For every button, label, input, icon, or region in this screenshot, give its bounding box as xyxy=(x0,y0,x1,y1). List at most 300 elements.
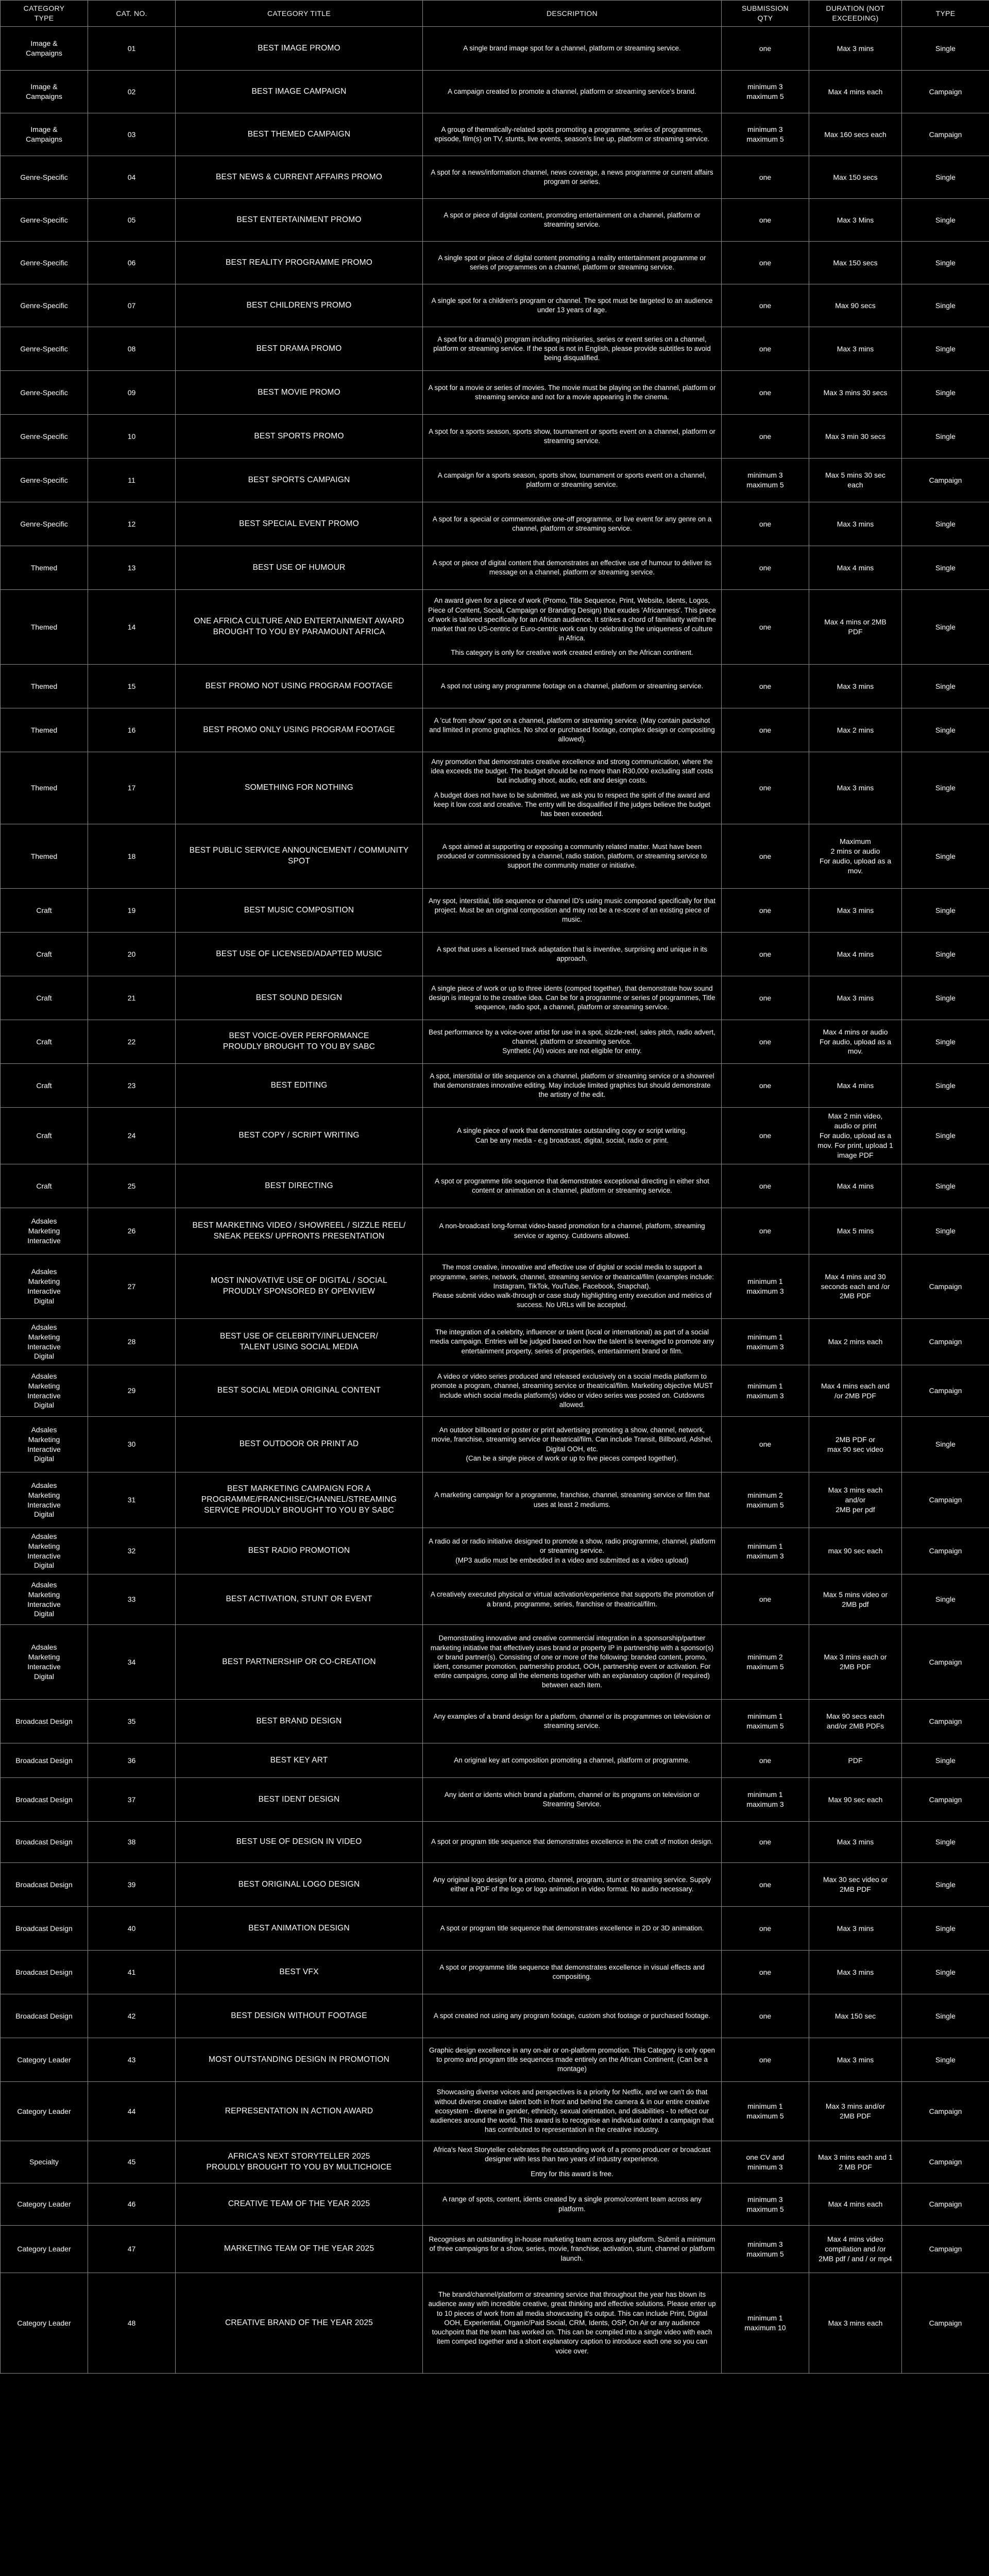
type-cell: Single xyxy=(902,242,989,284)
category-type-cell: Broadcast Design xyxy=(1,1822,88,1863)
type-cell: Campaign xyxy=(902,2082,989,2141)
submission-qty-cell: one xyxy=(722,665,809,708)
category-title-cell: BEST SPORTS PROMO xyxy=(176,415,423,459)
duration-cell: Max 3 mins xyxy=(809,752,902,824)
description-cell xyxy=(423,708,722,752)
description-cell xyxy=(423,1319,722,1365)
category-type-cell: Craft xyxy=(1,1108,88,1164)
type-cell: Single xyxy=(902,415,989,459)
description-paragraph: An original key art composition promoting a channel, platform or programme. xyxy=(454,1756,690,1764)
submission-qty-cell: minimum 3 maximum 5 xyxy=(722,459,809,502)
description-paragraph: This category is only for creative work created entirely on the African continent. xyxy=(451,649,693,657)
category-title-cell: BEST NEWS & CURRENT AFFAIRS PROMO xyxy=(176,156,423,199)
category-title-cell: BEST CHILDREN'S PROMO xyxy=(176,284,423,327)
description-paragraph: A budget does not have to be submitted, we ask you to respect the spirit of the award and keep it low cost and creative. The entry will be disqualified if the judges believe the budget has been exceeded. xyxy=(433,791,711,818)
description-paragraph: A campaign for a sports season, sports show, tournament or sports event on a channel, platform or streaming service. xyxy=(437,471,707,488)
table-row xyxy=(1,2082,989,2141)
cat-no-cell: 08 xyxy=(88,327,176,371)
description-paragraph: Any original logo design for a promo, channel, program, stunt or streaming service. Supply either a PDF of the logo or logo animation in video format. No audio necessary. xyxy=(433,1875,711,1893)
duration-cell: Max 3 mins xyxy=(809,976,902,1020)
description-paragraph: An outdoor billboard or poster or print advertising promoting a show, channel, network, movie, franchise, streaming service or theatrical/film. Can include Transit, Billboard, Adshel, Digital OOH, etc. (Can be a single piece of work or up to five pieces comped together). xyxy=(431,1426,713,1462)
cat-no-cell: 45 xyxy=(88,2141,176,2183)
cat-no-cell: 30 xyxy=(88,1417,176,1472)
cat-no-cell: 14 xyxy=(88,590,176,665)
type-cell: Single xyxy=(902,156,989,199)
type-cell: Single xyxy=(902,933,989,976)
submission-qty-cell: one xyxy=(722,708,809,752)
cat-no-cell: 34 xyxy=(88,1625,176,1700)
submission-qty-cell: one xyxy=(722,1208,809,1255)
duration-cell: Max 30 sec video or 2MB PDF xyxy=(809,1863,902,1907)
description-cell xyxy=(423,1255,722,1319)
submission-qty-cell: one xyxy=(722,1020,809,1064)
cat-no-cell: 37 xyxy=(88,1778,176,1822)
category-type-cell: Image & Campaigns xyxy=(1,71,88,113)
cat-no-cell: 18 xyxy=(88,824,176,889)
submission-qty-cell: one xyxy=(722,242,809,284)
description-cell xyxy=(423,27,722,71)
table-row xyxy=(1,242,989,284)
description-paragraph: A spot for a special or commemorative one-off programme, or live event for any genre on a channel, platform or streaming service. xyxy=(432,515,712,532)
category-type-cell: Adsales Marketing Interactive Digital xyxy=(1,1574,88,1625)
category-type-cell: Themed xyxy=(1,708,88,752)
description-cell xyxy=(423,2141,722,2183)
cat-no-cell: 41 xyxy=(88,1951,176,1994)
description-cell xyxy=(423,1574,722,1625)
description-cell xyxy=(423,1108,722,1164)
category-type-cell: Image & Campaigns xyxy=(1,27,88,71)
description-paragraph: A spot or piece of digital content, promoting entertainment on a channel, platform or streaming service. xyxy=(444,211,701,228)
category-title-cell: BEST DRAMA PROMO xyxy=(176,327,423,371)
category-type-cell: Adsales Marketing Interactive Digital xyxy=(1,1255,88,1319)
type-cell: Single xyxy=(902,502,989,546)
type-cell: Campaign xyxy=(902,71,989,113)
category-title-cell: BEST BRAND DESIGN xyxy=(176,1700,423,1743)
category-type-cell: Adsales Marketing Interactive Digital xyxy=(1,1528,88,1574)
submission-qty-cell: one xyxy=(722,327,809,371)
duration-cell: Max 3 mins xyxy=(809,1822,902,1863)
type-cell: Campaign xyxy=(902,1472,989,1528)
duration-cell: Max 2 mins xyxy=(809,708,902,752)
cat-no-cell: 15 xyxy=(88,665,176,708)
type-cell: Single xyxy=(902,1164,989,1208)
cat-no-cell: 38 xyxy=(88,1822,176,1863)
category-type-cell: Broadcast Design xyxy=(1,1951,88,1994)
category-type-cell: Genre-Specific xyxy=(1,371,88,415)
submission-qty-cell: minimum 1 maximum 5 xyxy=(722,1700,809,1743)
submission-qty-cell: minimum 2 maximum 5 xyxy=(722,1472,809,1528)
category-title-cell: BEST MUSIC COMPOSITION xyxy=(176,889,423,933)
type-cell: Campaign xyxy=(902,1700,989,1743)
submission-qty-cell: minimum 2 maximum 5 xyxy=(722,1625,809,1700)
submission-qty-cell: minimum 3 maximum 5 xyxy=(722,2226,809,2273)
description-paragraph: A 'cut from show' spot on a channel, platform or streaming service. (May contain packshot and limited in promo graphics. No shot or purchased footage, complex design or compositing allowed). xyxy=(429,716,715,743)
submission-qty-cell: one xyxy=(722,1907,809,1951)
cat-no-cell: 31 xyxy=(88,1472,176,1528)
cat-no-cell: 44 xyxy=(88,2082,176,2141)
description-paragraph: A spot for a sports season, sports show, tournament or sports event on a channel, platform or streaming service. xyxy=(429,427,715,445)
table-row xyxy=(1,2141,989,2183)
type-cell: Single xyxy=(902,1574,989,1625)
description-cell xyxy=(423,824,722,889)
category-type-cell: Themed xyxy=(1,665,88,708)
category-type-cell: Adsales Marketing Interactive Digital xyxy=(1,1365,88,1417)
submission-qty-cell: one xyxy=(722,1994,809,2038)
cat-no-cell: 12 xyxy=(88,502,176,546)
duration-cell: Max 5 mins 30 sec each xyxy=(809,459,902,502)
category-title-cell: BEST USE OF LICENSED/ADAPTED MUSIC xyxy=(176,933,423,976)
description-cell xyxy=(423,1164,722,1208)
category-title-cell: CREATIVE TEAM OF THE YEAR 2025 xyxy=(176,2183,423,2226)
category-type-cell: Category Leader xyxy=(1,2038,88,2082)
category-title-cell: BEST EDITING xyxy=(176,1064,423,1108)
type-cell: Single xyxy=(902,199,989,242)
description-paragraph: A video or video series produced and released exclusively on a social media platform to promote a program, channel, streaming service or theatrical/film. Marketing objective MUST include which social media platform(s) video or video series was posted on. Cutdowns allowed. xyxy=(431,1372,713,1409)
submission-qty-cell: one xyxy=(722,889,809,933)
type-cell: Single xyxy=(902,665,989,708)
category-type-cell: Adsales Marketing Interactive Digital xyxy=(1,1417,88,1472)
category-title-cell: BEST ENTERTAINMENT PROMO xyxy=(176,199,423,242)
duration-cell: Max 4 mins video compilation and /or 2MB pdf / and / or mp4 xyxy=(809,2226,902,2273)
category-type-cell: Specialty xyxy=(1,2141,88,2183)
duration-cell: Max 3 mins xyxy=(809,2038,902,2082)
category-title-cell: BEST USE OF CELEBRITY/INFLUENCER/ TALENT USING SOCIAL MEDIA xyxy=(176,1319,423,1365)
duration-cell: Max 3 Mins xyxy=(809,199,902,242)
description-cell xyxy=(423,156,722,199)
table-row xyxy=(1,1951,989,1994)
description-paragraph: A spot that uses a licensed track adaptation that is inventive, surprising and unique in its approach. xyxy=(436,945,708,962)
type-cell: Single xyxy=(902,824,989,889)
duration-cell: Max 5 mins xyxy=(809,1208,902,1255)
cat-no-cell: 27 xyxy=(88,1255,176,1319)
category-title-cell: BEST RADIO PROMOTION xyxy=(176,1528,423,1574)
description-paragraph: Demonstrating innovative and creative commercial integration in a sponsorship/partner marketing initiative that effectively uses brand or property IP in partnership with a sponsor(s) or brand partner(s). Consisting of one or more of the following: branded content, promo, ident, consumer promotion, partnership product, OOH, partnership event or activation. For entire campaigns, comp all the elements together with an explanatory caption (if required) between each item. xyxy=(430,1634,714,1689)
duration-cell: Max 3 mins each xyxy=(809,2273,902,2374)
table-row xyxy=(1,752,989,824)
duration-cell: Max 3 mins xyxy=(809,1951,902,1994)
table-row xyxy=(1,1528,989,1574)
description-cell xyxy=(423,1743,722,1778)
cat-no-cell: 01 xyxy=(88,27,176,71)
table-row xyxy=(1,708,989,752)
header-description: DESCRIPTION xyxy=(423,1,722,27)
category-type-cell: Broadcast Design xyxy=(1,1743,88,1778)
description-cell xyxy=(423,1417,722,1472)
description-cell xyxy=(423,415,722,459)
category-title-cell: MOST INNOVATIVE USE OF DIGITAL / SOCIAL PROUDLY SPONSORED BY OPENVIEW xyxy=(176,1255,423,1319)
table-row xyxy=(1,2038,989,2082)
submission-qty-cell: one xyxy=(722,1108,809,1164)
cat-no-cell: 29 xyxy=(88,1365,176,1417)
description-cell xyxy=(423,1863,722,1907)
description-cell xyxy=(423,2082,722,2141)
submission-qty-cell: one xyxy=(722,1574,809,1625)
description-paragraph: A spot not using any programme footage on a channel, platform or streaming service. xyxy=(440,682,704,690)
table-row xyxy=(1,889,989,933)
table-row xyxy=(1,371,989,415)
category-type-cell: Genre-Specific xyxy=(1,502,88,546)
submission-qty-cell: one xyxy=(722,371,809,415)
description-paragraph: Any examples of a brand design for a platform, channel or its programmes on television or streaming service. xyxy=(433,1712,711,1730)
category-title-cell: AFRICA'S NEXT STORYTELLER 2025 PROUDLY BROUGHT TO YOU BY MULTICHOICE xyxy=(176,2141,423,2183)
duration-cell: Max 3 mins xyxy=(809,665,902,708)
type-cell: Single xyxy=(902,590,989,665)
submission-qty-cell: one xyxy=(722,824,809,889)
type-cell: Campaign xyxy=(902,1319,989,1365)
description-cell xyxy=(423,1778,722,1822)
table-row xyxy=(1,113,989,156)
cat-no-cell: 10 xyxy=(88,415,176,459)
cat-no-cell: 42 xyxy=(88,1994,176,2038)
category-title-cell: BEST SPORTS CAMPAIGN xyxy=(176,459,423,502)
duration-cell: Max 4 mins xyxy=(809,1164,902,1208)
table-row xyxy=(1,156,989,199)
duration-cell: Max 4 mins xyxy=(809,933,902,976)
category-title-cell: BEST PARTNERSHIP OR CO-CREATION xyxy=(176,1625,423,1700)
duration-cell: Max 160 secs each xyxy=(809,113,902,156)
description-cell xyxy=(423,284,722,327)
duration-cell: Max 3 mins xyxy=(809,502,902,546)
category-type-cell: Adsales Marketing Interactive Digital xyxy=(1,1625,88,1700)
category-title-cell: BEST USE OF HUMOUR xyxy=(176,546,423,590)
category-title-cell: SOMETHING FOR NOTHING xyxy=(176,752,423,824)
header-cat-no: CAT. NO. xyxy=(88,1,176,27)
description-paragraph: The integration of a celebrity, influencer or talent (local or international) as part of a social media campaign. Entries will be judged based on how the talent is leveraged to promote any entertainment property, series of properties, entertainment brand or film. xyxy=(430,1328,714,1355)
category-title-cell: MARKETING TEAM OF THE YEAR 2025 xyxy=(176,2226,423,2273)
category-title-cell: ONE AFRICA CULTURE AND ENTERTAINMENT AWARD BROUGHT TO YOU BY PARAMOUNT AFRICA xyxy=(176,590,423,665)
table-row xyxy=(1,1822,989,1863)
table-row xyxy=(1,665,989,708)
category-type-cell: Craft xyxy=(1,1020,88,1064)
cat-no-cell: 17 xyxy=(88,752,176,824)
description-paragraph: A single piece of work or up to three idents (comped together), that demonstrate how sound design is integral to the creative idea. Can be for a programme or series of programmes, Title sequence, radio spot, a channel, platform or streaming service. xyxy=(429,984,715,1011)
description-cell xyxy=(423,1625,722,1700)
category-type-cell: Adsales Marketing Interactive xyxy=(1,1208,88,1255)
category-type-cell: Craft xyxy=(1,933,88,976)
table-row xyxy=(1,590,989,665)
type-cell: Single xyxy=(902,327,989,371)
type-cell: Single xyxy=(902,1108,989,1164)
description-paragraph: Africa's Next Storyteller celebrates the outstanding work of a promo producer or broadcast designer with less than two years of industry experience. xyxy=(433,2146,711,2163)
category-type-cell: Genre-Specific xyxy=(1,459,88,502)
description-cell xyxy=(423,752,722,824)
table-row xyxy=(1,824,989,889)
table-row xyxy=(1,2273,989,2374)
description-cell xyxy=(423,1208,722,1255)
type-cell: Single xyxy=(902,1743,989,1778)
type-cell: Single xyxy=(902,27,989,71)
category-type-cell: Broadcast Design xyxy=(1,1863,88,1907)
duration-cell: Max 3 mins each and 1 2 MB PDF xyxy=(809,2141,902,2183)
description-paragraph: A spot or programme title sequence that demonstrates exceptional directing in either shot content or animation on a channel, platform or streaming service. xyxy=(435,1177,709,1194)
category-title-cell: BEST SOCIAL MEDIA ORIGINAL CONTENT xyxy=(176,1365,423,1417)
type-cell: Campaign xyxy=(902,2183,989,2226)
type-cell: Single xyxy=(902,1907,989,1951)
category-title-cell: BEST ACTIVATION, STUNT OR EVENT xyxy=(176,1574,423,1625)
description-cell xyxy=(423,113,722,156)
cat-no-cell: 04 xyxy=(88,156,176,199)
duration-cell: Max 4 mins or 2MB PDF xyxy=(809,590,902,665)
type-cell: Campaign xyxy=(902,2226,989,2273)
cat-no-cell: 16 xyxy=(88,708,176,752)
category-type-cell: Genre-Specific xyxy=(1,284,88,327)
description-paragraph: A spot for a drama(s) program including miniseries, series or event series on a channel, platform or streaming service. If the spot is not in English, please provide subtitles to avoid being disqualified. xyxy=(433,335,711,362)
cat-no-cell: 06 xyxy=(88,242,176,284)
table-row xyxy=(1,1365,989,1417)
description-paragraph: A creatively executed physical or virtual activation/experience that supports the promotion of a brand, programme, series, franchise or theatrical/film. xyxy=(430,1590,714,1608)
duration-cell: Max 4 mins each and /or 2MB PDF xyxy=(809,1365,902,1417)
duration-cell: Max 150 secs xyxy=(809,242,902,284)
description-paragraph: Any ident or idents which brand a platform, channel or its programs on television or Streaming Service. xyxy=(444,1790,700,1808)
submission-qty-cell: one xyxy=(722,1743,809,1778)
description-paragraph: Best performance by a voice-over artist for use in a spot, sizzle-reel, sales pitch, radio advert, channel, platform or streaming service. Synthetic (AI) voices are not eligible for entry. xyxy=(429,1028,715,1055)
category-title-cell: CREATIVE BRAND OF THE YEAR 2025 xyxy=(176,2273,423,2374)
duration-cell: Max 3 mins each or 2MB PDF xyxy=(809,1625,902,1700)
duration-cell: Maximum 2 mins or audio For audio, upload as a mov. xyxy=(809,824,902,889)
category-type-cell: Genre-Specific xyxy=(1,199,88,242)
header-category-title: CATEGORY TITLE xyxy=(176,1,423,27)
category-title-cell: BEST MARKETING VIDEO / SHOWREEL / SIZZLE REEL/ SNEAK PEEKS/ UPFRONTS PRESENTATION xyxy=(176,1208,423,1255)
duration-cell: Max 3 mins 30 secs xyxy=(809,371,902,415)
cat-no-cell: 03 xyxy=(88,113,176,156)
cat-no-cell: 02 xyxy=(88,71,176,113)
table-row xyxy=(1,2226,989,2273)
table-row xyxy=(1,1255,989,1319)
type-cell: Single xyxy=(902,2038,989,2082)
table-row xyxy=(1,27,989,71)
category-title-cell: BEST MOVIE PROMO xyxy=(176,371,423,415)
duration-cell: Max 3 mins and/or 2MB PDF xyxy=(809,2082,902,2141)
description-cell xyxy=(423,2183,722,2226)
submission-qty-cell: one xyxy=(722,1417,809,1472)
duration-cell: Max 4 mins xyxy=(809,546,902,590)
type-cell: Campaign xyxy=(902,1255,989,1319)
submission-qty-cell: one xyxy=(722,27,809,71)
cat-no-cell: 05 xyxy=(88,199,176,242)
duration-cell: PDF xyxy=(809,1743,902,1778)
description-cell xyxy=(423,2038,722,2082)
category-type-cell: Themed xyxy=(1,546,88,590)
submission-qty-cell: one xyxy=(722,415,809,459)
duration-cell: max 90 sec each xyxy=(809,1528,902,1574)
description-cell xyxy=(423,1907,722,1951)
cat-no-cell: 09 xyxy=(88,371,176,415)
submission-qty-cell: one xyxy=(722,1064,809,1108)
submission-qty-cell: one xyxy=(722,284,809,327)
cat-no-cell: 46 xyxy=(88,2183,176,2226)
category-type-cell: Category Leader xyxy=(1,2273,88,2374)
duration-cell: Max 3 mins xyxy=(809,889,902,933)
type-cell: Single xyxy=(902,1064,989,1108)
description-paragraph: Graphic design excellence in any on-air or on-platform promotion. This Category is only open to promo and program title sequences made entirely on the African Continent. (Can be a montage) xyxy=(429,2046,715,2073)
description-paragraph: Entry for this award is free. xyxy=(531,2170,613,2178)
duration-cell: Max 4 mins each xyxy=(809,2183,902,2226)
description-paragraph: The brand/channel/platform or streaming service that throughout the year has blown its audience away with incredible creative, great thinking and effective solutions. Please enter up to 10 pieces of work from all media showcasing it's output. This can include Print, Digital OOH, Experiential, Organic/Paid Social, CRM, Idents, OSP, On Air or any audience touchpoint that the team has worked on. This can be compiled into a single video with each item comped together and a short explanatory caption to introduce each one so you can voice over. xyxy=(428,2291,716,2355)
category-title-cell: BEST USE OF DESIGN IN VIDEO xyxy=(176,1822,423,1863)
category-type-cell: Broadcast Design xyxy=(1,1700,88,1743)
description-cell xyxy=(423,327,722,371)
table-row xyxy=(1,1700,989,1743)
category-title-cell: MOST OUTSTANDING DESIGN IN PROMOTION xyxy=(176,2038,423,2082)
description-paragraph: A group of thematically-related spots promoting a programme, series of programmes, episode, film(s) on TV, stunts, live events, season's line up, platform or streaming service. xyxy=(434,125,710,143)
cat-no-cell: 25 xyxy=(88,1164,176,1208)
category-title-cell: BEST MARKETING CAMPAIGN FOR A PROGRAMME/FRANCHISE/CHANNEL/STREAMING SERVICE PROUDLY BROUGHT TO YOU BY SABC xyxy=(176,1472,423,1528)
type-cell: Single xyxy=(902,284,989,327)
category-type-cell: Genre-Specific xyxy=(1,415,88,459)
table-row xyxy=(1,1472,989,1528)
submission-qty-cell: one xyxy=(722,502,809,546)
description-paragraph: A single brand image spot for a channel, platform or streaming service. xyxy=(463,44,681,52)
type-cell: Single xyxy=(902,1951,989,1994)
cat-no-cell: 22 xyxy=(88,1020,176,1064)
cat-no-cell: 28 xyxy=(88,1319,176,1365)
submission-qty-cell: minimum 1 maximum 10 xyxy=(722,2273,809,2374)
table-row xyxy=(1,1907,989,1951)
header-category-type: CATEGORY TYPE xyxy=(1,1,88,27)
type-cell: Campaign xyxy=(902,2141,989,2183)
category-title-cell: BEST OUTDOOR OR PRINT AD xyxy=(176,1417,423,1472)
table-row xyxy=(1,1994,989,2038)
description-cell xyxy=(423,976,722,1020)
type-cell: Single xyxy=(902,708,989,752)
category-title-cell: BEST IMAGE CAMPAIGN xyxy=(176,71,423,113)
submission-qty-cell: one xyxy=(722,933,809,976)
cat-no-cell: 24 xyxy=(88,1108,176,1164)
description-cell xyxy=(423,1700,722,1743)
header-submission-qty: SUBMISSION QTY xyxy=(722,1,809,27)
type-cell: Campaign xyxy=(902,2273,989,2374)
type-cell: Single xyxy=(902,1822,989,1863)
table-row xyxy=(1,1574,989,1625)
table-header-row xyxy=(1,1,989,27)
description-paragraph: An award given for a piece of work (Promo, Title Sequence, Print, Website, Idents, Logos, Piece of Content, Social, Campaign or Branding Design) that exudes 'Africanness'. This piece of work is tailored specifically for an African audience. It strikes a chord of familiarity within the market that no US-centric or Euro-centric work can by celebrating the uniqueness of culture in Africa. xyxy=(428,597,716,642)
description-paragraph: A spot created not using any program footage, custom shot footage or purchased footage. xyxy=(433,2011,711,2020)
description-paragraph: The most creative, innovative and effective use of digital or social media to support a programme, series, network, channel, streaming service or theatrical/film (examples include: Instagram, TikTok, YouTube, Facebook, Snapchat). Please submit video walk-through or case study highlighting entry execution and metrics of success. No URLs will be accepted. xyxy=(430,1263,714,1309)
type-cell: Single xyxy=(902,1863,989,1907)
cat-no-cell: 43 xyxy=(88,2038,176,2082)
category-type-cell: Genre-Specific xyxy=(1,242,88,284)
description-cell xyxy=(423,1528,722,1574)
description-cell xyxy=(423,1951,722,1994)
submission-qty-cell: one xyxy=(722,976,809,1020)
type-cell: Single xyxy=(902,1208,989,1255)
submission-qty-cell: minimum 3 maximum 5 xyxy=(722,113,809,156)
submission-qty-cell: one xyxy=(722,199,809,242)
submission-qty-cell: minimum 1 maximum 5 xyxy=(722,2082,809,2141)
cat-no-cell: 19 xyxy=(88,889,176,933)
description-paragraph: A spot or piece of digital content that demonstrates an effective use of humour to deliver its message on a channel, platform or streaming service. xyxy=(432,558,712,576)
category-title-cell: BEST IMAGE PROMO xyxy=(176,27,423,71)
table-row xyxy=(1,1319,989,1365)
table-row xyxy=(1,415,989,459)
type-cell: Campaign xyxy=(902,1528,989,1574)
cat-no-cell: 07 xyxy=(88,284,176,327)
table-row xyxy=(1,933,989,976)
description-paragraph: A campaign created to promote a channel, platform or streaming service's brand. xyxy=(448,87,696,95)
duration-cell: Max 4 mins xyxy=(809,1064,902,1108)
duration-cell: Max 4 mins each xyxy=(809,71,902,113)
submission-qty-cell: minimum 1 maximum 3 xyxy=(722,1319,809,1365)
description-paragraph: A single spot or piece of digital content promoting a reality entertainment programme or series of programmes on a channel, platform or streaming service. xyxy=(438,253,706,271)
cat-no-cell: 21 xyxy=(88,976,176,1020)
category-type-cell: Broadcast Design xyxy=(1,1778,88,1822)
category-title-cell: BEST ORIGINAL LOGO DESIGN xyxy=(176,1863,423,1907)
description-cell xyxy=(423,502,722,546)
description-cell xyxy=(423,665,722,708)
description-cell xyxy=(423,199,722,242)
duration-cell: Max 90 sec each xyxy=(809,1778,902,1822)
table-row xyxy=(1,199,989,242)
